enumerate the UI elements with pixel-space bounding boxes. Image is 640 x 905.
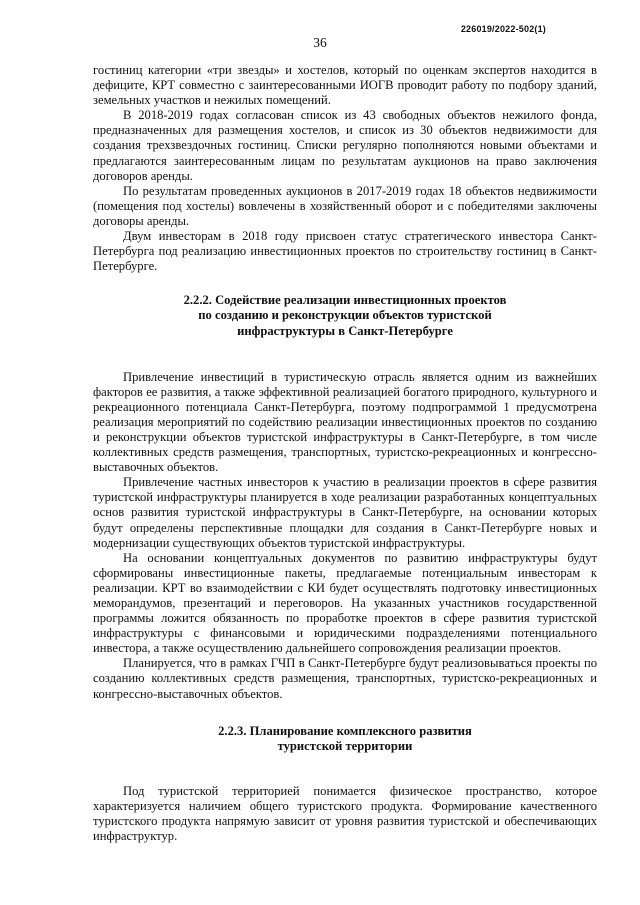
heading-line: туристской территории [277,738,413,753]
heading-line: инфраструктуры в Санкт-Петербурге [237,323,453,338]
paragraph: Двум инвесторам в 2018 году присвоен статус стратегического инвестора Санкт-Петербурга под реализацию инвестиционных проектов по строительству гостиниц в Санкт-Петербурге. [93,229,597,274]
paragraph: гостиниц категории «три звезды» и хостелов, который по оценкам экспертов находится в дефиците, КРТ совместно с заинтересованными ИОГВ проводит работу по подбору зданий, земельных участков и нежилых помещений. [93,63,597,108]
paragraph: По результатам проведенных аукционов в 2017-2019 годах 18 объектов недвижимости (помещения под хостелы) вовлечены в хозяйственный оборот и с победителями заключены договоры аренды. [93,183,597,228]
paragraph: Под туристской территорией понимается физическое пространство, которое характеризуется наличием общего туристского продукта. Формирование качественного туристского продукта напрямую зависит от уровня развития туристской и обеспечивающих инфраструктур. [93,783,597,844]
heading-line: по созданию и реконструкции объектов туристской [198,308,492,323]
paragraph: Привлечение частных инвесторов к участию в реализации проектов в сфере развития туристской инфраструктуры планируется в ходе реализации разработанных концептуальных основ развития туристской инфраструктуры в Санкт-Петербурге, на основании которых будут определены перспективные площадки для создания в Санкт-Петербурге новых и модернизации существующих объектов туристской инфраструктуры. [93,475,597,550]
section-heading-2-2-3 [93,724,597,754]
heading-line: 2.2.3. Планирование комплексного развития [218,723,472,738]
paragraph: В 2018-2019 годах согласован список из 43 свободных объектов нежилого фонда, предназначенных для размещения хостелов, и список из 30 объектов недвижимости для создания трехзвездочных гостиниц. Списки регулярно пополняются новыми объектами и предлагаются заинтересованным лицам по результатам аукционов на право заключения договоров аренды. [93,108,597,183]
document-code: 226019/2022-502(1) [460,24,546,34]
paragraph: Планируется, что в рамках ГЧП в Санкт-Петербурге будут реализовываться проекты по созданию коллективных средств размещения, транспортных, туристско-рекреационных и конгрессно-выставочных объектов. [93,656,597,701]
heading-line: 2.2.2. Содействие реализации инвестиционных проектов [183,293,507,308]
page-number: 36 [313,35,327,50]
paragraph: Привлечение инвестиций в туристическую отрасль является одним из важнейших факторов ее развития, а также эффективной реализацией богатого природного, культурного и рекреационного потенциала Санкт-Петербурга, поэтому подпрограммой 1 предусмотрена реализация мероприятий по содействию реализации инвестиционных проектов по созданию и реконструкции объектов туристской инфраструктуры в Санкт-Петербурге, в том числе коллективных средств размещения, транспортных, туристско-рекреационных и конгрессно-выставочных объектов. [93,369,597,475]
document-body [93,63,597,844]
section-heading-2-2-2 [93,293,597,338]
paragraph: На основании концептуальных документов по развитию инфраструктуры будут сформированы инвестиционные пакеты, предлагаемые потенциальным инвесторам к реализации. КРТ во взаимодействии с КИ будет осуществлять подготовку инвестиционных меморандумов, презентаций и переговоров. На указанных участников государственной программы ложится обязанность по проработке проектов в сфере развития туристской инфраструктуры с финансовыми и юридическими подразделениями потенциального инвестора, а также осуществлению дальнейшего сопровождения реализации проектов. [93,550,597,656]
